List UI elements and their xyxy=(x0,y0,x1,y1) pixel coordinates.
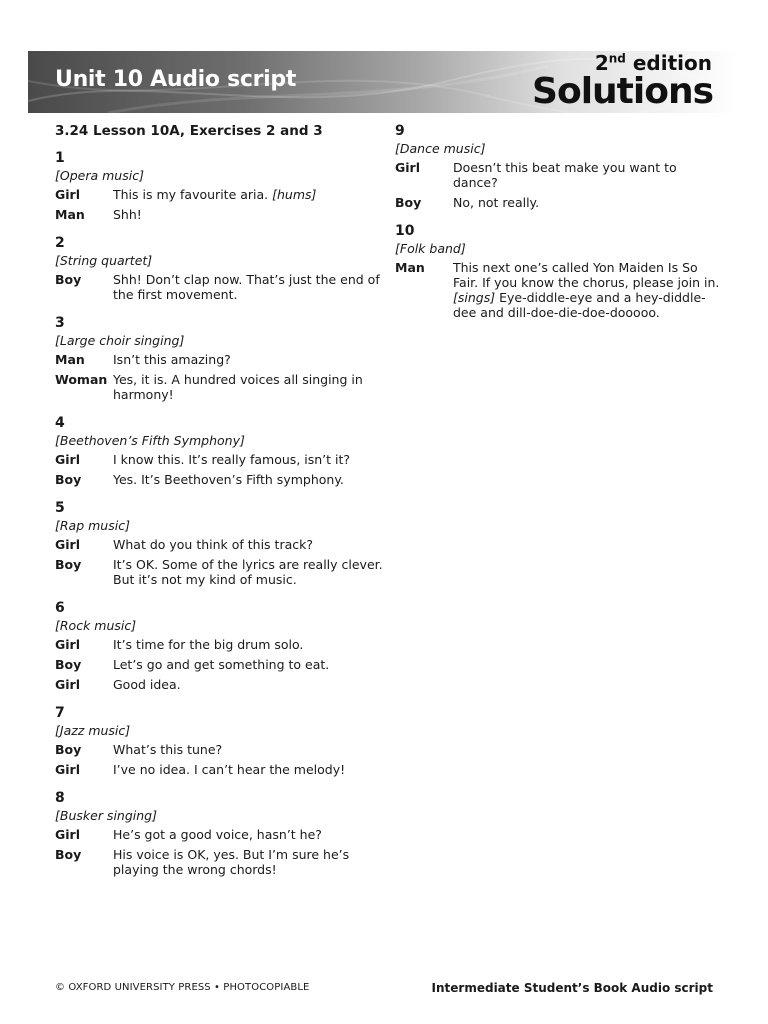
page-title: Unit 10 Audio script xyxy=(55,67,297,92)
dialogue-line xyxy=(55,762,385,777)
script-section xyxy=(395,222,725,320)
stage-direction: [Large choir singing] xyxy=(55,333,185,348)
speech-part: What’s this tune? xyxy=(113,742,223,757)
speech-part: He’s got a good voice, hasn’t he? xyxy=(113,827,322,842)
speech-part: Yes. It’s Beethoven’s Fifth symphony. xyxy=(113,472,344,487)
section-number: 10 xyxy=(395,223,415,239)
section-number: 2 xyxy=(55,235,65,251)
speech-text xyxy=(113,207,385,222)
section-number: 4 xyxy=(55,415,65,431)
speaker-name: Girl xyxy=(55,452,80,467)
speech-text xyxy=(113,372,385,402)
speaker-name: Girl xyxy=(55,677,80,692)
speech-part: This next one’s called Yon Maiden Is So Fair. If you know the chorus, please join in. xyxy=(453,260,720,290)
speaker-name: Boy xyxy=(55,742,82,757)
section-number: 6 xyxy=(55,600,65,616)
left-column xyxy=(55,122,385,889)
stage-direction: [Dance music] xyxy=(395,141,486,156)
edition-number: 2 xyxy=(594,51,609,75)
speech-text xyxy=(113,557,385,587)
dialogue-line xyxy=(55,557,385,587)
speech-part: Eye-diddle-eye and a hey-diddle-dee and dill-doe-die-doe-dooooo. xyxy=(453,290,706,320)
dialogue-line xyxy=(55,847,385,877)
speech-text xyxy=(113,827,385,842)
section-number: 1 xyxy=(55,150,65,166)
script-section xyxy=(55,704,385,777)
dialogue-line xyxy=(55,372,385,402)
speech-text xyxy=(453,195,725,210)
dialogue-line xyxy=(55,657,385,672)
dialogue-line xyxy=(55,187,385,202)
speech-text xyxy=(113,677,385,692)
speech-part: His voice is OK, yes. But I’m sure he’s playing the wrong chords! xyxy=(113,847,350,877)
speech-part: Good idea. xyxy=(113,677,181,692)
speaker-name: Girl xyxy=(55,187,80,202)
speaker-name: Boy xyxy=(55,657,82,672)
edition-word: edition xyxy=(625,51,712,75)
speech-text xyxy=(113,847,385,877)
script-section xyxy=(55,314,385,402)
section-number: 7 xyxy=(55,705,65,721)
header-banner xyxy=(28,51,741,113)
section-number: 5 xyxy=(55,500,65,516)
speaker-name: Girl xyxy=(55,762,80,777)
speech-text xyxy=(113,352,385,367)
speech-part: No, not really. xyxy=(453,195,540,210)
speech-text xyxy=(453,160,725,190)
dialogue-line xyxy=(55,207,385,222)
stage-direction: [Rap music] xyxy=(55,518,130,533)
speech-text xyxy=(113,762,385,777)
speaker-name: Man xyxy=(395,260,425,275)
script-section xyxy=(55,149,385,222)
speaker-name: Girl xyxy=(395,160,420,175)
stage-direction: [Beethoven’s Fifth Symphony] xyxy=(55,433,245,448)
speech-part: I know this. It’s really famous, isn’t it? xyxy=(113,452,351,467)
dialogue-line xyxy=(55,677,385,692)
speech-text xyxy=(113,272,385,302)
speech-part: Shh! Don’t clap now. That’s just the end of the first movement. xyxy=(113,272,380,302)
right-column xyxy=(395,122,725,332)
speech-part: Shh! xyxy=(113,207,142,222)
script-section xyxy=(55,599,385,692)
dialogue-line xyxy=(395,260,725,320)
dialogue-line xyxy=(55,272,385,302)
speaker-name: Man xyxy=(55,207,85,222)
dialogue-line xyxy=(55,452,385,467)
footer-copyright: © OXFORD UNIVERSITY PRESS • PHOTOCOPIABLE xyxy=(55,982,310,993)
speech-part: Doesn’t this beat make you want to dance? xyxy=(453,160,677,190)
inline-direction: [sings] xyxy=(453,290,496,305)
speech-part: Let’s go and get something to eat. xyxy=(113,657,330,672)
section-number: 9 xyxy=(395,123,405,139)
dialogue-line xyxy=(55,827,385,842)
lesson-title: 3.24 Lesson 10A, Exercises 2 and 3 xyxy=(55,123,323,139)
dialogue-line xyxy=(395,160,725,190)
section-number: 8 xyxy=(55,790,65,806)
speech-text xyxy=(113,472,385,487)
speaker-name: Girl xyxy=(55,637,80,652)
speech-text xyxy=(113,742,385,757)
speech-part: What do you think of this track? xyxy=(113,537,313,552)
speech-text xyxy=(113,537,385,552)
script-section xyxy=(55,234,385,302)
speaker-name: Boy xyxy=(55,472,82,487)
left-sections xyxy=(55,149,385,877)
inline-direction: [hums] xyxy=(272,187,317,202)
dialogue-line xyxy=(395,195,725,210)
dialogue-line xyxy=(55,637,385,652)
footer-book-title: Intermediate Student’s Book Audio script xyxy=(431,981,713,995)
speech-part: I’ve no idea. I can’t hear the melody! xyxy=(113,762,346,777)
stage-direction: [Jazz music] xyxy=(55,723,131,738)
dialogue-line xyxy=(55,537,385,552)
speaker-name: Boy xyxy=(395,195,422,210)
stage-direction: [Busker singing] xyxy=(55,808,157,823)
speech-text xyxy=(113,452,385,467)
stage-direction: [Opera music] xyxy=(55,168,144,183)
script-section xyxy=(55,499,385,587)
section-number: 3 xyxy=(55,315,65,331)
speaker-name: Woman xyxy=(55,372,108,387)
speech-part: It’s time for the big drum solo. xyxy=(113,637,304,652)
speech-text xyxy=(113,657,385,672)
speech-part: It’s OK. Some of the lyrics are really clever. But it’s not my kind of music. xyxy=(113,557,383,587)
right-sections xyxy=(395,122,725,320)
script-section xyxy=(395,122,725,210)
dialogue-line xyxy=(55,742,385,757)
speech-text xyxy=(113,187,385,202)
speaker-name: Girl xyxy=(55,827,80,842)
script-section xyxy=(55,789,385,877)
dialogue-line xyxy=(55,472,385,487)
stage-direction: [Rock music] xyxy=(55,618,137,633)
speaker-name: Girl xyxy=(55,537,80,552)
brand-logo: Solutions xyxy=(532,71,713,112)
speaker-name: Boy xyxy=(55,272,82,287)
dialogue-line xyxy=(55,352,385,367)
speech-text xyxy=(113,637,385,652)
script-section xyxy=(55,414,385,487)
stage-direction: [Folk band] xyxy=(395,241,466,256)
speaker-name: Boy xyxy=(55,557,82,572)
stage-direction: [String quartet] xyxy=(55,253,153,268)
speech-part: This is my favourite aria. xyxy=(113,187,273,202)
speech-part: Yes, it is. A hundred voices all singing in harmony! xyxy=(113,372,363,402)
edition-suffix: nd xyxy=(608,51,626,66)
speaker-name: Boy xyxy=(55,847,82,862)
speech-text xyxy=(453,260,725,320)
speech-part: Isn’t this amazing? xyxy=(113,352,231,367)
speaker-name: Man xyxy=(55,352,85,367)
